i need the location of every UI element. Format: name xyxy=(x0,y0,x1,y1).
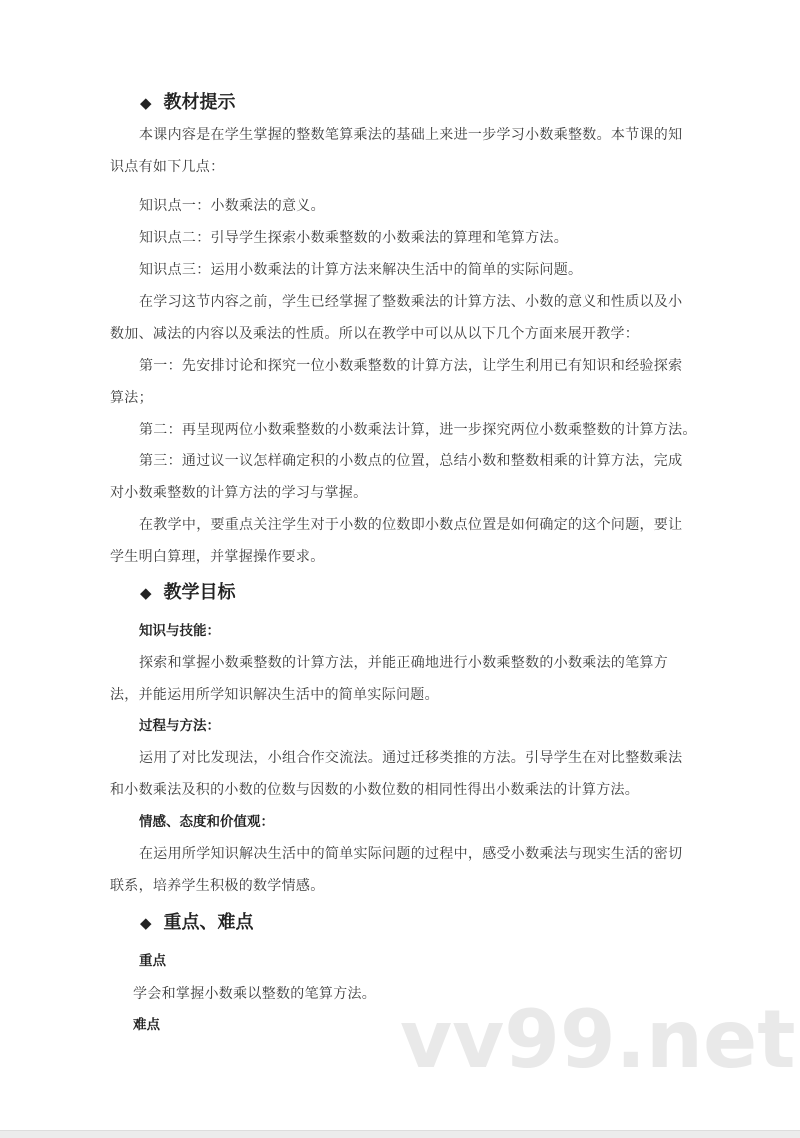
paragraph-line: 算法； xyxy=(110,390,153,406)
subheading: 知识与技能： xyxy=(139,623,220,639)
paragraph-line: 知识点三：运用小数乘法的计算方法来解决生活中的简单的实际问题。 xyxy=(139,262,583,278)
paragraph-line: 知识点二：引导学生探索小数乘整数的小数乘法的算理和笔算方法。 xyxy=(139,230,568,246)
paragraph-line: 第二：再呈现两位小数乘整数的小数乘法计算，进一步探究两位小数乘整数的计算方法。 xyxy=(139,422,697,438)
diamond-bullet-icon: ◆ xyxy=(140,94,152,112)
diamond-bullet-icon: ◆ xyxy=(140,914,152,932)
paragraph-line: 知识点一：小数乘法的意义。 xyxy=(139,198,325,214)
paragraph-line: 本课内容是在学生掌握的整数笔算乘法的基础上来进一步学习小数乘整数。本节课的知 xyxy=(139,127,683,143)
section-title: 教材提示 xyxy=(163,92,236,113)
paragraph-line: 和小数乘法及积的小数的位数与因数的小数位数的相同性得出小数乘法的计算方法。 xyxy=(110,782,640,798)
paragraph-line: 法，并能运用所学知识解决生活中的简单实际问题。 xyxy=(110,687,439,703)
section-heading xyxy=(140,911,254,935)
subheading: 难点 xyxy=(133,1017,160,1033)
paragraph-line: 探索和掌握小数乘整数的计算方法，并能正确地进行小数乘整数的小数乘法的笔算方 xyxy=(139,655,669,671)
paragraph-line: 识点有如下几点： xyxy=(110,159,225,175)
subheading: 重点 xyxy=(139,953,166,969)
section-title: 重点、难点 xyxy=(163,912,254,933)
paragraph-line: 在教学中，要重点关注学生对于小数的位数即小数点位置是如何确定的这个问题，要让 xyxy=(139,517,683,533)
paragraph-line: 学会和掌握小数乘以整数的笔算方法。 xyxy=(133,986,377,1002)
section-heading xyxy=(140,581,236,605)
subheading: 过程与方法： xyxy=(139,718,220,734)
paragraph-line: 第一：先安排讨论和探究一位小数乘整数的计算方法，让学生利用已有知识和经验探索 xyxy=(139,358,683,374)
paragraph-line: 在运用所学知识解决生活中的简单实际问题的过程中，感受小数乘法与现实生活的密切 xyxy=(139,846,683,862)
subheading: 情感、态度和价值观： xyxy=(139,814,274,830)
paragraph-line: 第三：通过议一议怎样确定积的小数点的位置，总结小数和整数相乘的计算方法，完成 xyxy=(139,453,683,469)
paragraph-line: 在学习这节内容之前，学生已经掌握了整数乘法的计算方法、小数的意义和性质以及小 xyxy=(139,294,683,310)
paragraph-line: 运用了对比发现法，小组合作交流法。通过迁移类推的方法。引导学生在对比整数乘法 xyxy=(139,750,683,766)
section-heading xyxy=(140,91,236,115)
paragraph-line: 数加、减法的内容以及乘法的性质。所以在教学中可以从以下几个方面来展开教学： xyxy=(110,326,640,342)
paragraph-line: 联系，培养学生积极的数学情感。 xyxy=(110,878,325,894)
section-title: 教学目标 xyxy=(163,582,236,603)
paragraph-line: 学生明白算理，并掌握操作要求。 xyxy=(110,549,325,565)
paragraph-line: 对小数乘整数的计算方法的学习与掌握。 xyxy=(110,485,368,501)
diamond-bullet-icon: ◆ xyxy=(140,584,152,602)
watermark: vv99.net xyxy=(400,993,796,1086)
